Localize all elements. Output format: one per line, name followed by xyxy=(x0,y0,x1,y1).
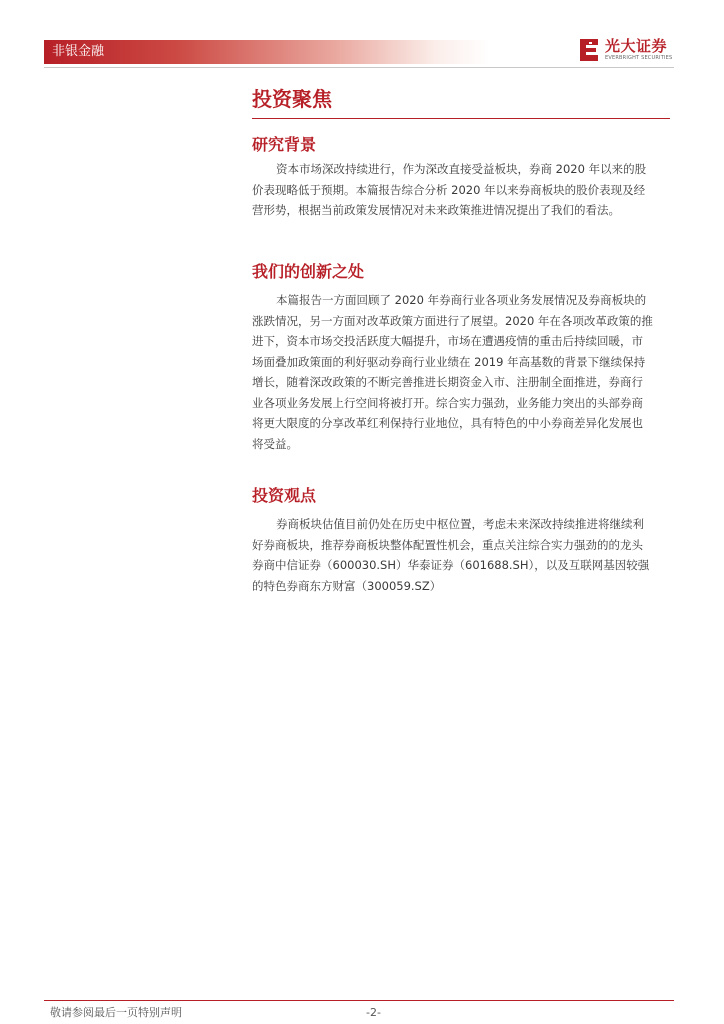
text-line: 营形势，根据当前政策发展情况对未来政策推进情况提出了我们的看法。 xyxy=(252,203,620,217)
text-line: 进下，资本市场交投活跃度大幅提升，市场在遭遇疫情的重击后持续回暖，市 xyxy=(252,334,643,348)
company-logo xyxy=(578,36,674,66)
text-line: 资本市场深改持续进行，作为深改直接受益板块，券商 2020 年以来的股 xyxy=(276,162,647,176)
logo-english-name: EVERBRIGHT SECURITIES xyxy=(605,55,673,61)
footer-divider xyxy=(44,1000,674,1001)
text-line: 将更大限度的分享改革红利保持行业地位，具有特色的中小券商差异化发展也 xyxy=(252,416,643,430)
text-line: 业各项业务发展上行空间将被打开。综合实力强劲，业务能力突出的头部券商 xyxy=(252,395,643,410)
section-body-investment-view xyxy=(252,514,672,596)
text-line: 好券商板块，推荐券商板块整体配置性机会，重点关注综合实力强劲的的龙头 xyxy=(252,537,643,552)
text-line: 价表现略低于预期。本篇报告综合分析 2020 年以来券商板块的股价表现及经 xyxy=(252,182,646,197)
section-heading-innovation: 我们的创新之处 xyxy=(252,262,365,281)
section-body-background xyxy=(252,159,672,221)
header-bar xyxy=(44,40,490,64)
text-line: 将受益。 xyxy=(252,436,298,451)
text-line: 券商板块估值目前仍处在历史中枢位置，考虑未来深改持续推进将继续利 xyxy=(276,517,644,531)
page-number: -2- xyxy=(366,1006,381,1019)
logo-chinese-name: 光大证券 xyxy=(605,37,668,55)
section-heading-background: 研究背景 xyxy=(252,135,317,154)
page-title-underline xyxy=(252,118,670,119)
text-line: 本篇报告一方面回顾了 2020 年券商行业各项业务发展情况及券商板块的 xyxy=(276,293,647,307)
section-heading-investment-view: 投资观点 xyxy=(252,486,317,505)
text-line: 场面叠加政策面的利好驱动券商行业业绩在 2019 年高基数的背景下继续保持 xyxy=(252,354,646,369)
text-line: 的特色券商东方财富（300059.SZ） xyxy=(252,578,442,593)
page-title: 投资聚焦 xyxy=(252,87,332,111)
header-divider xyxy=(44,67,674,68)
text-line: 增长，随着深改政策的不断完善推进长期资金入市、注册制全面推进，券商行 xyxy=(252,375,643,389)
text-line: 券商中信证券（600030.SH）华泰证券（601688.SH），以及互联网基因较强 xyxy=(252,558,650,572)
industry-label: 非银金融 xyxy=(52,44,105,59)
section-body-innovation xyxy=(252,290,672,454)
text-line: 涨跌情况，另一方面对改革政策方面进行了展望。2020 年在各项改革政策的推 xyxy=(252,313,653,328)
footer-disclaimer: 敬请参阅最后一页特别声明 xyxy=(50,1006,182,1019)
everbright-logo-icon xyxy=(578,37,600,63)
